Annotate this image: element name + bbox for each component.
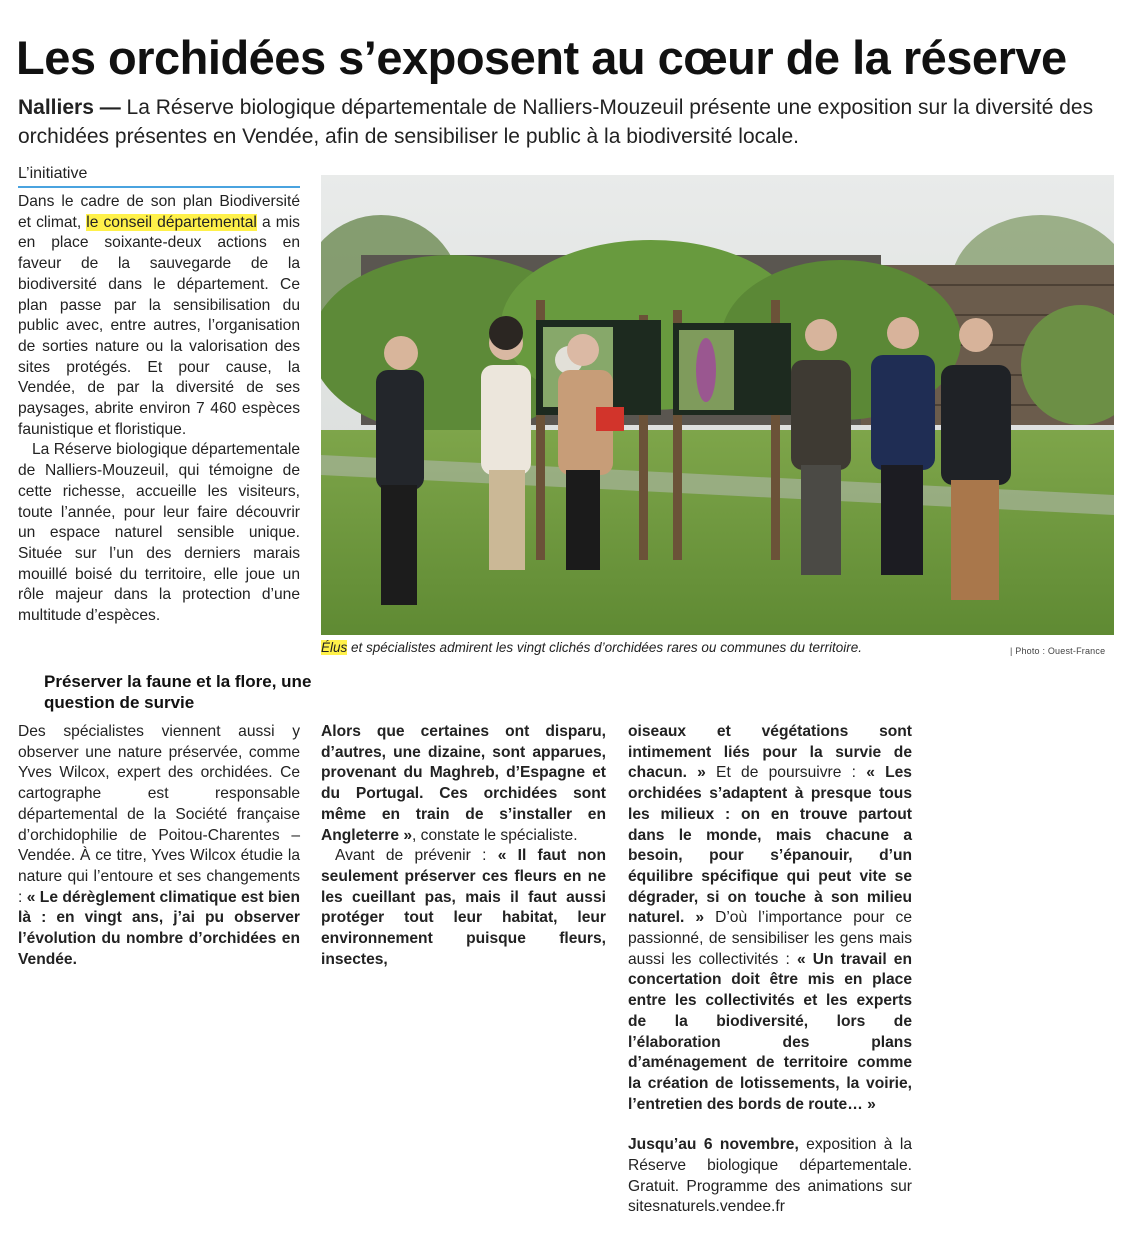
photo-credit: | Photo : Ouest-France: [1010, 646, 1106, 656]
quote-text: « Le dérèglement climatique est bien là : en vingt ans, j’ai pu observer l’évolution du nombre d’orchidées en Vendée.: [18, 888, 300, 968]
paragraph-text: Des spécialistes viennent aussi y observer une nature préservée, comme Yves Wilcox, expert des orchidées. Ce cartographe est responsable départemental de la Société française d’orchidophilie de Poitou-Charentes – Vendée. À ce titre, Yves Wilcox étudie la nature qui l’entoure et ses changements :: [18, 723, 300, 906]
paragraph-text: Dans le cadre de son plan Biodiversité et climat,: [18, 193, 300, 231]
paragraph-text: D’où l’importance pour ce passionné, de sensibiliser les gens mais aussi les collectivités :: [628, 909, 912, 968]
paragraph: [18, 722, 300, 970]
column-3: [628, 722, 912, 1218]
info-date: Jusqu’au 6 novembre,: [628, 1136, 799, 1154]
article-lead: [18, 93, 1128, 151]
column-1-upper: [18, 192, 300, 627]
quote-text: « Les orchidées s’adaptent à presque tous les milieux : on en trouve partout dans le monde, mais chacune a besoin, pour s’épanouir, d’un équilibre spécifique qui peut vite se dégrader, si on touche à son milieu naturel. »: [628, 764, 912, 927]
paragraph-text: a mis en place soixante-deux actions en faveur de la sauvegarde de la biodiversité dans le département. Ce plan passe par la sensibilisation du public avec, entre autres, l’organisation de sorties nature ou la valorisation des sites protégés. Et pour cause, la Vendée, de par la diversité de ses paysages, abrite environ 7 460 espèces faunistique et floristique.: [18, 213, 300, 438]
quote-text: oiseaux et végétations sont intimement liés pour la survie de chacun. »: [628, 723, 912, 782]
info-box: [628, 1135, 912, 1218]
column-2: [321, 722, 606, 970]
photo-illustration: [321, 175, 1114, 635]
paragraph: La Réserve biologique départementale de Nalliers-Mouzeuil, qui témoigne de cette richesse, accueille les visiteurs, toute l’année, pour leur faire découvrir un espace naturel sensible unique. Située sur l’un des derniers marais mouillé boisé du territoire, elle joue un rôle majeur dans la protection d’une multitude d’espèces.: [18, 441, 300, 625]
paragraph: [18, 192, 300, 440]
paragraph-text: Et de poursuivre :: [705, 764, 867, 782]
paragraph: [321, 722, 606, 846]
caption-text: et spécialistes admirent les vingt clichés d’orchidées rares ou communes du territoire.: [347, 640, 862, 655]
quote-text: « Il faut non seulement préserver ces fleurs en ne les cueillant pas, mais il faut aussi protéger tout leur habitat, leur environnement puisque fleurs, insectes,: [321, 847, 606, 968]
lead-text: La Réserve biologique départementale de Nalliers-Mouzeuil présente une exposition sur la diversité des orchidées présentes en Vendée, afin de sensibiliser le public à la biodiversité locale.: [18, 96, 1094, 148]
highlighted-text: le conseil départemental: [86, 213, 257, 231]
lead-dateline: Nalliers —: [18, 96, 121, 119]
article-headline: Les orchidées s’exposent au cœur de la réserve: [16, 31, 1067, 84]
highlighted-text: Élus: [321, 640, 348, 655]
quote-text: « Un travail en concertation doit être mis en place entre les collectivités et les experts de la biodiversité, lors de l’élaboration des plans d’aménagement de territoire comme la création de lotissements, la voirie, l’entretien des bords de route… »: [628, 950, 912, 1113]
photo-caption: [321, 640, 921, 655]
paragraph: [628, 722, 912, 1115]
paragraph-text: Avant de prévenir :: [335, 847, 498, 865]
paragraph-text: , constate le spécialiste.: [412, 826, 578, 844]
section-rubric: L’initiative: [18, 163, 300, 188]
section-subheading: Préserver la faune et la flore, une question de survie: [44, 672, 312, 712]
article-photo: [321, 175, 1114, 635]
paragraph: [321, 846, 606, 970]
column-1-lower: [18, 722, 300, 970]
info-text: exposition à la Réserve biologique départementale. Gratuit. Programme des animations sur sitesnaturels.vendee.fr: [628, 1136, 912, 1216]
quote-text: Alors que certaines ont disparu, d’autres, une dizaine, sont apparues, provenant du Maghreb, d’Espagne et du Portugal. Ces orchidées sont même en train de s’installer en Angleterre »: [321, 723, 606, 844]
